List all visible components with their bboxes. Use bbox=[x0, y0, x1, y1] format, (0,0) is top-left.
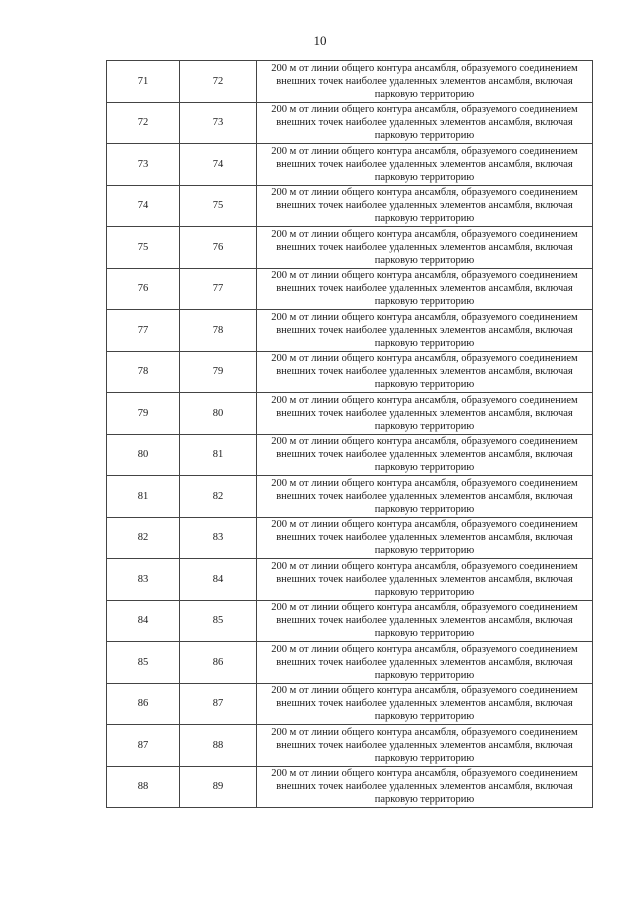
row-number-cell: 79 bbox=[107, 393, 180, 435]
object-number-cell: 82 bbox=[180, 476, 257, 518]
object-number-cell: 76 bbox=[180, 227, 257, 269]
row-number-cell: 86 bbox=[107, 683, 180, 725]
table-row bbox=[107, 683, 593, 725]
table-row bbox=[107, 434, 593, 476]
zone-description-cell: 200 м от линии общего контура ансамбля, образуемого соединением внешних точек наиболее удаленных элементов ансамбля, включая парковую территорию bbox=[257, 351, 593, 393]
row-number-cell: 76 bbox=[107, 268, 180, 310]
object-number-cell: 72 bbox=[180, 61, 257, 103]
row-number-cell: 75 bbox=[107, 227, 180, 269]
table-row bbox=[107, 559, 593, 601]
object-number-cell: 74 bbox=[180, 144, 257, 186]
row-number-cell: 83 bbox=[107, 559, 180, 601]
object-number-cell: 75 bbox=[180, 185, 257, 227]
table-row bbox=[107, 600, 593, 642]
row-number-cell: 77 bbox=[107, 310, 180, 352]
table-row bbox=[107, 351, 593, 393]
page-number: 10 bbox=[313, 33, 327, 48]
table-row bbox=[107, 393, 593, 435]
zone-description-cell: 200 м от линии общего контура ансамбля, образуемого соединением внешних точек наиболее удаленных элементов ансамбля, включая парковую территорию bbox=[257, 766, 593, 808]
object-number-cell: 85 bbox=[180, 600, 257, 642]
table-row bbox=[107, 725, 593, 767]
table-row bbox=[107, 517, 593, 559]
table-row bbox=[107, 268, 593, 310]
zone-description-cell: 200 м от линии общего контура ансамбля, образуемого соединением внешних точек наиболее удаленных элементов ансамбля, включая парковую территорию bbox=[257, 434, 593, 476]
table-row bbox=[107, 185, 593, 227]
row-number-cell: 74 bbox=[107, 185, 180, 227]
row-number-cell: 82 bbox=[107, 517, 180, 559]
zones-table bbox=[106, 60, 593, 808]
object-number-cell: 84 bbox=[180, 559, 257, 601]
table-row bbox=[107, 310, 593, 352]
object-number-cell: 89 bbox=[180, 766, 257, 808]
object-number-cell: 86 bbox=[180, 642, 257, 684]
zone-description-cell: 200 м от линии общего контура ансамбля, образуемого соединением внешних точек наиболее удаленных элементов ансамбля, включая парковую территорию bbox=[257, 185, 593, 227]
table-row bbox=[107, 227, 593, 269]
table-row bbox=[107, 61, 593, 103]
zone-description-cell: 200 м от линии общего контура ансамбля, образуемого соединением внешних точек наиболее удаленных элементов ансамбля, включая парковую территорию bbox=[257, 310, 593, 352]
row-number-cell: 80 bbox=[107, 434, 180, 476]
row-number-cell: 87 bbox=[107, 725, 180, 767]
zone-description-cell: 200 м от линии общего контура ансамбля, образуемого соединением внешних точек наиболее удаленных элементов ансамбля, включая парковую территорию bbox=[257, 642, 593, 684]
zone-description-cell: 200 м от линии общего контура ансамбля, образуемого соединением внешних точек наиболее удаленных элементов ансамбля, включая парковую территорию bbox=[257, 517, 593, 559]
zone-description-cell: 200 м от линии общего контура ансамбля, образуемого соединением внешних точек наиболее удаленных элементов ансамбля, включая парковую территорию bbox=[257, 227, 593, 269]
row-number-cell: 84 bbox=[107, 600, 180, 642]
zone-description-cell: 200 м от линии общего контура ансамбля, образуемого соединением внешних точек наиболее удаленных элементов ансамбля, включая парковую территорию bbox=[257, 559, 593, 601]
table-row bbox=[107, 102, 593, 144]
zone-description-cell: 200 м от линии общего контура ансамбля, образуемого соединением внешних точек наиболее удаленных элементов ансамбля, включая парковую территорию bbox=[257, 102, 593, 144]
row-number-cell: 85 bbox=[107, 642, 180, 684]
row-number-cell: 73 bbox=[107, 144, 180, 186]
object-number-cell: 81 bbox=[180, 434, 257, 476]
object-number-cell: 73 bbox=[180, 102, 257, 144]
row-number-cell: 72 bbox=[107, 102, 180, 144]
zone-description-cell: 200 м от линии общего контура ансамбля, образуемого соединением внешних точек наиболее удаленных элементов ансамбля, включая парковую территорию bbox=[257, 268, 593, 310]
object-number-cell: 87 bbox=[180, 683, 257, 725]
table-row bbox=[107, 476, 593, 518]
object-number-cell: 83 bbox=[180, 517, 257, 559]
table-row bbox=[107, 144, 593, 186]
object-number-cell: 77 bbox=[180, 268, 257, 310]
row-number-cell: 88 bbox=[107, 766, 180, 808]
zone-description-cell: 200 м от линии общего контура ансамбля, образуемого соединением внешних точек наиболее удаленных элементов ансамбля, включая парковую территорию bbox=[257, 600, 593, 642]
zone-description-cell: 200 м от линии общего контура ансамбля, образуемого соединением внешних точек наиболее удаленных элементов ансамбля, включая парковую территорию bbox=[257, 393, 593, 435]
object-number-cell: 88 bbox=[180, 725, 257, 767]
zone-description-cell: 200 м от линии общего контура ансамбля, образуемого соединением внешних точек наиболее удаленных элементов ансамбля, включая парковую территорию bbox=[257, 725, 593, 767]
row-number-cell: 78 bbox=[107, 351, 180, 393]
object-number-cell: 79 bbox=[180, 351, 257, 393]
table-row bbox=[107, 642, 593, 684]
table-row bbox=[107, 766, 593, 808]
object-number-cell: 78 bbox=[180, 310, 257, 352]
zone-description-cell: 200 м от линии общего контура ансамбля, образуемого соединением внешних точек наиболее удаленных элементов ансамбля, включая парковую территорию bbox=[257, 476, 593, 518]
zone-description-cell: 200 м от линии общего контура ансамбля, образуемого соединением внешних точек наиболее удаленных элементов ансамбля, включая парковую территорию bbox=[257, 144, 593, 186]
row-number-cell: 81 bbox=[107, 476, 180, 518]
zone-description-cell: 200 м от линии общего контура ансамбля, образуемого соединением внешних точек наиболее удаленных элементов ансамбля, включая парковую территорию bbox=[257, 683, 593, 725]
row-number-cell: 71 bbox=[107, 61, 180, 103]
object-number-cell: 80 bbox=[180, 393, 257, 435]
zone-description-cell: 200 м от линии общего контура ансамбля, образуемого соединением внешних точек наиболее удаленных элементов ансамбля, включая парковую территорию bbox=[257, 61, 593, 103]
